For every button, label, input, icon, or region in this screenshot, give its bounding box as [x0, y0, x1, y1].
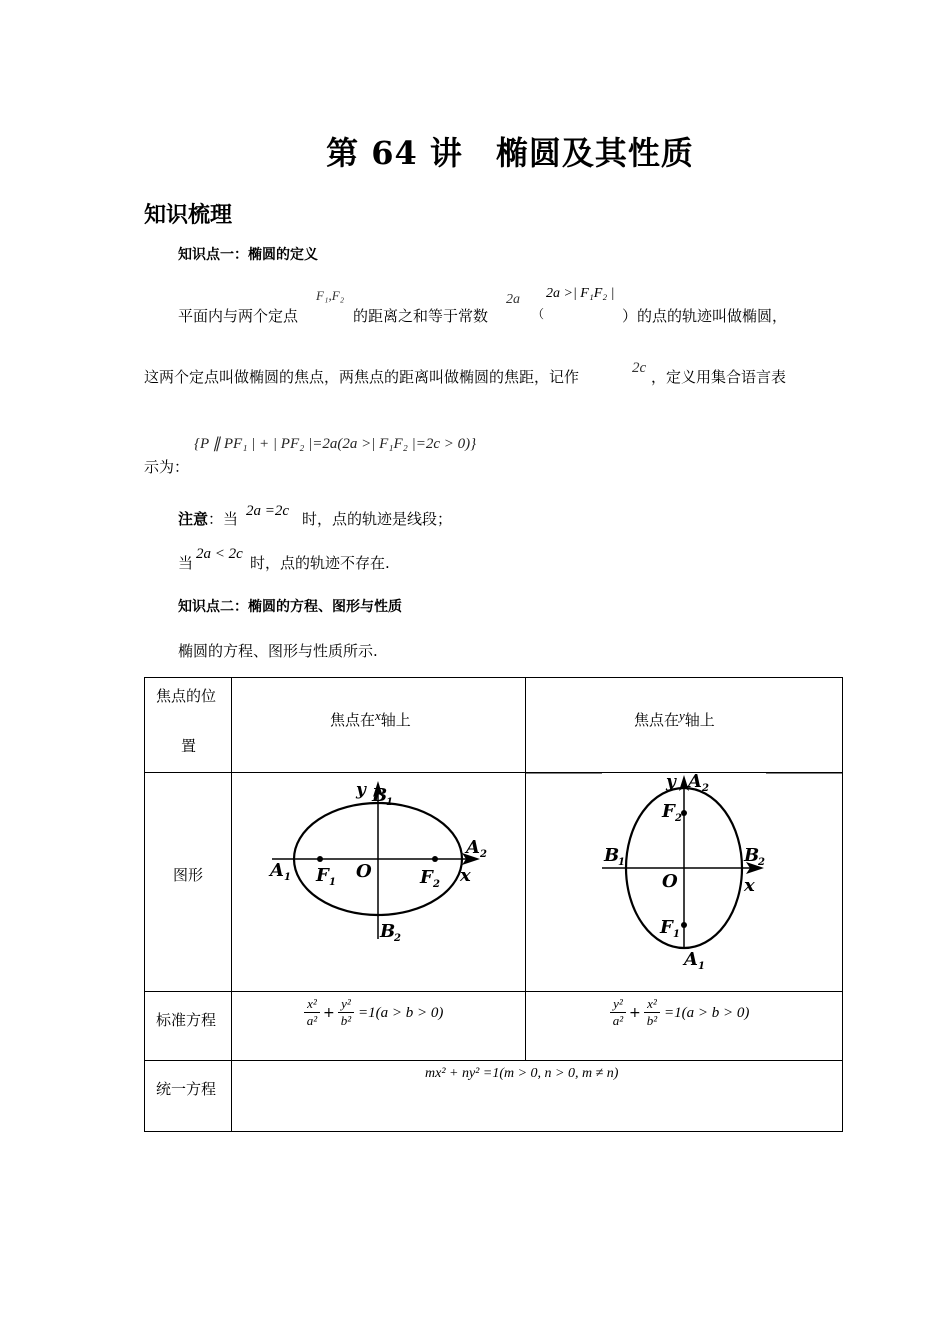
header-focus-position-2: 置	[181, 737, 197, 755]
label-o: O	[356, 861, 372, 882]
def-text-1: 平面内与两个定点	[178, 307, 299, 325]
label-b2-sub: 2	[394, 933, 401, 944]
focus-f2	[432, 856, 438, 862]
note-label: 注意	[178, 510, 209, 528]
label-y: y	[666, 773, 676, 792]
label-f2: F	[420, 867, 433, 888]
header-x-var: x	[375, 708, 381, 723]
label-a1-sub: 1	[284, 872, 291, 883]
frac-x-num-left: x²	[307, 996, 317, 1011]
formula-foci: F₁,F₂	[316, 288, 345, 303]
ellipse-x-figure	[232, 773, 525, 991]
row-label-figure: 图形	[173, 866, 204, 884]
label-f1-sub: 1	[673, 929, 680, 940]
header-x-text-b: 轴上	[380, 711, 411, 729]
formula-2c: 2c	[632, 360, 647, 376]
def-text-2: 的距离之和等于常数	[353, 307, 489, 325]
frac-y-den-left: a²	[612, 1013, 624, 1028]
note2-text-b: 时，点的轨迹不存在.	[250, 554, 390, 572]
label-b2: B	[744, 845, 760, 866]
label-f2-sub: 2	[433, 879, 440, 890]
header-x-text-a: 焦点在	[330, 711, 376, 729]
label-a2-sub: 2	[702, 783, 709, 794]
header-y-text-b: 轴上	[684, 711, 715, 729]
note-text-b: 时，点的轨迹是线段；	[302, 510, 453, 528]
label-f1: F	[316, 865, 329, 886]
plus-y: +	[629, 1005, 641, 1021]
label-b1: B	[372, 785, 388, 806]
def-text-4: 这两个定点叫做椭圆的焦点，两焦点的距离叫做椭圆的焦距，记作	[144, 368, 580, 386]
label-x: x	[460, 865, 471, 886]
label-a1: A	[684, 949, 698, 970]
label-b1-sub: 1	[386, 797, 393, 808]
label-b1-sub: 1	[618, 857, 625, 868]
point2-intro: 椭圆的方程、图形与性质所示.	[178, 642, 378, 660]
standard-eq-y: =1(a > b > 0)	[664, 1005, 750, 1021]
label-o: O	[662, 871, 678, 892]
label-a2: A	[688, 773, 702, 792]
set-formula: {P ∥ PF₁ | + | PF₂ |=2a(2a >| F₁F₂ |=2c > 0)}	[194, 436, 477, 452]
label-y: y	[356, 780, 366, 800]
label-f2: F	[662, 801, 675, 822]
header-focus-position-1: 焦点的位	[156, 687, 217, 705]
point2-heading: 知识点二：椭圆的方程、图形与性质	[178, 599, 402, 615]
label-b2: B	[380, 921, 396, 942]
label-f1-sub: 1	[329, 877, 336, 888]
label-f1: F	[660, 917, 673, 938]
focus-f1	[681, 922, 687, 928]
label-f2-sub: 2	[675, 813, 682, 824]
section-heading: 知识梳理	[144, 203, 233, 228]
frac-x-num-right: y²	[341, 996, 351, 1011]
label-a1-sub: 1	[698, 961, 705, 972]
note-formula: 2a =2c	[246, 503, 290, 519]
row-label-unified: 统一方程	[156, 1080, 217, 1098]
def-text-6: 示为：	[144, 458, 190, 476]
formula-condition: 2a >| F₁F₂ |	[546, 286, 615, 301]
frac-y-den-right: b²	[646, 1013, 658, 1028]
label-a2: A	[466, 837, 480, 858]
paren-open: （	[532, 307, 545, 321]
unified-formula: mx² + ny² =1(m > 0, n > 0, m ≠ n)	[425, 1066, 619, 1081]
frac-y-num-right: x²	[647, 996, 657, 1011]
note2-formula: 2a < 2c	[196, 546, 243, 562]
row-label-standard: 标准方程	[156, 1011, 217, 1029]
header-y-text-a: 焦点在	[634, 711, 680, 729]
label-b2-sub: 2	[758, 857, 765, 868]
page-title: 第 64 讲 椭圆及其性质	[326, 134, 694, 172]
label-b1: B	[604, 845, 620, 866]
label-x: x	[744, 875, 755, 896]
plus-x: +	[323, 1005, 335, 1021]
standard-eq-x: =1(a > b > 0)	[358, 1005, 444, 1021]
focus-f1	[317, 856, 323, 862]
label-a1: A	[270, 860, 284, 881]
def-text-5: ，定义用集合语言表	[651, 368, 787, 386]
frac-x-den-right: b²	[340, 1013, 352, 1028]
ellipse-y-figure	[526, 773, 842, 991]
def-text-3: ）的点的轨迹叫做椭圆，	[622, 307, 788, 325]
header-y-var: y	[679, 708, 685, 723]
formula-2a: 2a	[506, 292, 520, 307]
point1-heading: 知识点一：椭圆的定义	[178, 247, 318, 263]
frac-y-num-left: y²	[613, 996, 623, 1011]
properties-table	[144, 677, 843, 1132]
label-a2-sub: 2	[480, 849, 487, 860]
note2-text-a: 当	[178, 554, 194, 572]
note-text-a: ：当	[208, 510, 239, 528]
frac-x-den-left: a²	[306, 1013, 318, 1028]
